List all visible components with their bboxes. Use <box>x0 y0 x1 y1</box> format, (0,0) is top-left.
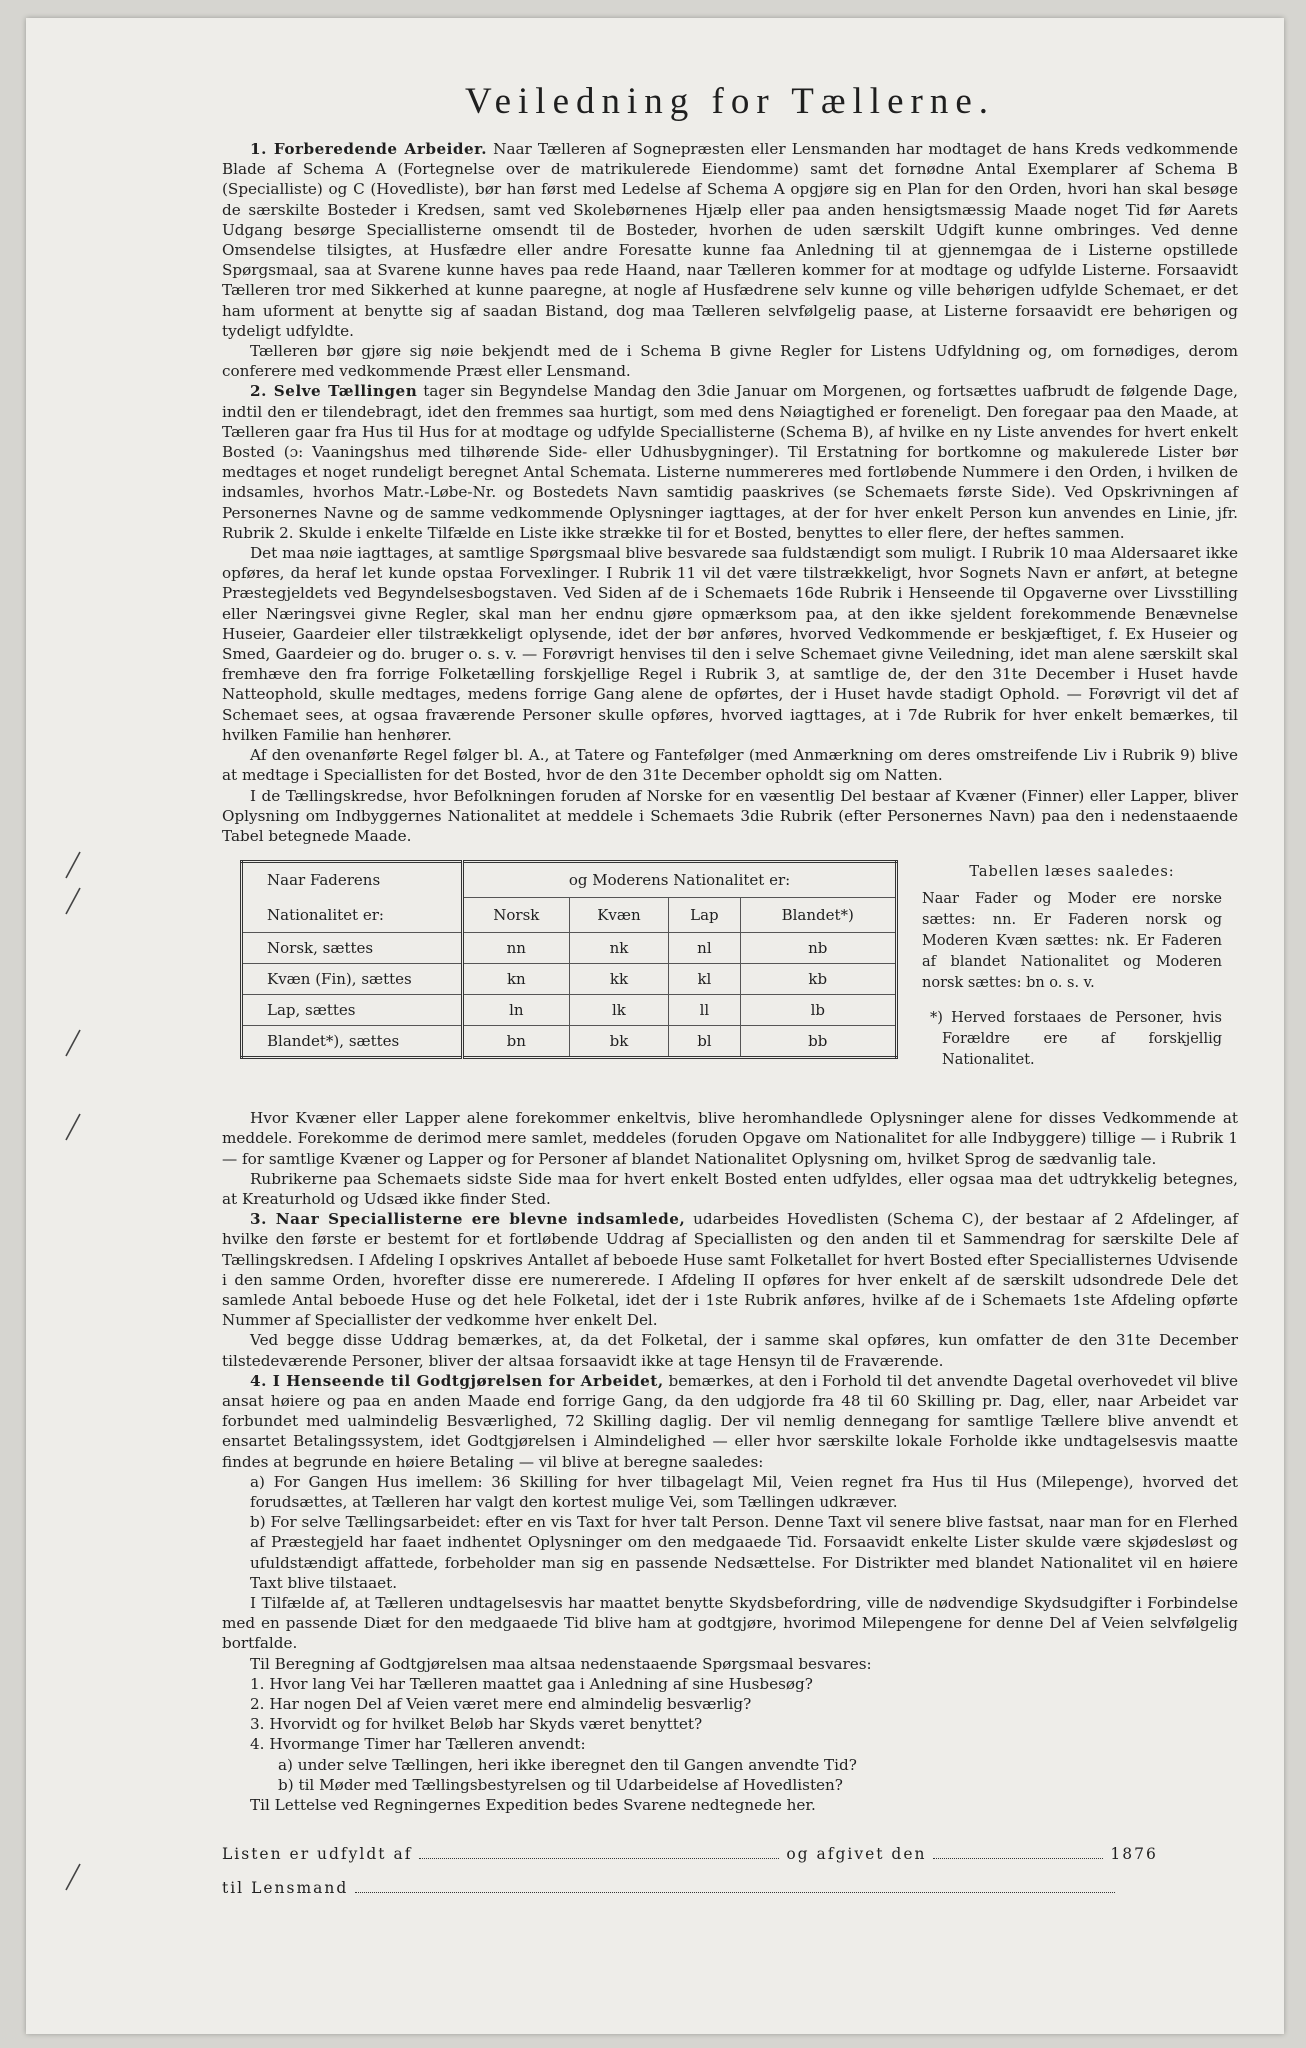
pencil-tick-mark <box>60 886 86 916</box>
filled-by-line <box>222 1837 1238 1871</box>
question-item: 3. Hvorvidt og for hvilket Beløb har Skyds været benyttet? <box>250 1715 703 1734</box>
section-3-para-2: Ved begge disse Uddrag bemærkes, at, da det Folketal, der i samme skal opføres, kun omfatter de den 31te December tilstedeværende Personer, bliver der altsaa forsaavidt ikke at tage Hensyn til de Fraværende. <box>222 1331 1238 1370</box>
section-4-heading: 4. I Henseende til Godtgjørelsen for Arbeidet, <box>250 1371 664 1390</box>
table-corner-line-1: Naar Faderens <box>242 862 463 898</box>
table-explanation-text: Naar Fader og Moder ere norske sættes: nn. Er Faderen norsk og Moderen Kvæn sættes: nk. Er Faderen af blandet Nationalitet og Moderen norsk sættes: bn o. s. v. <box>922 891 1222 992</box>
table-explanation <box>922 862 1222 1071</box>
filled-by-field[interactable] <box>419 1858 779 1859</box>
table-cell: bk <box>569 1026 669 1058</box>
table-col-header: Blandet*) <box>740 898 896 933</box>
section-1-para-1 <box>222 139 1238 341</box>
section-4-para-1 <box>222 1371 1238 1472</box>
pencil-tick-mark <box>60 1028 86 1058</box>
question-item: 4. Hvormange Timer har Tælleren anvendt: <box>250 1735 586 1754</box>
section-2-para-3: Af den ovenanførte Regel følger bl. A., at Tatere og Fantefølger (med Anmærkning om deres omstreifende Liv i Rubrik 9) blive at medtage i Speciallisten for det Bosted, hvor de den 31te December opholdt sig om Natten. <box>222 746 1238 785</box>
lensmand-field[interactable] <box>355 1892 1115 1893</box>
table-cell: nl <box>669 933 740 964</box>
table-row <box>242 1026 897 1058</box>
question-item: 1. Hvor lang Vei har Tælleren maattet gaa i Anledning af sine Husbesøg? <box>250 1674 813 1693</box>
section-2-para-4: I de Tællingskredse, hvor Befolkningen foruden af Norske for en væsentlig Del bestaar af Kvæner (Finner) eller Lapper, bliver Oplysning om Indbyggernes Nationalitet at meddele i Schemaets 3die Rubrik (efter Personernes Navn) paa den i nedenstaaende Tabel betegnede Maade. <box>222 786 1238 845</box>
table-cell: lk <box>569 995 669 1026</box>
table-cell: kl <box>669 964 740 995</box>
table-explanation-title: Tabellen læses saaledes: <box>969 864 1175 881</box>
section-3 <box>222 1209 1238 1371</box>
row-label: Lap, sættes <box>242 995 463 1026</box>
table-row <box>242 995 897 1026</box>
section-4-para-4: Til Lettelse ved Regningernes Expedition bedes Svarene nedtegnede her. <box>250 1796 816 1815</box>
after-table-para-2: Rubrikerne paa Schemaets sidste Side maa for hvert enkelt Bosted enten udfyldes, eller ogsaa maa det udtrykkelig betegnes, at Kreaturhold og Udsæd ikke finder Sted. <box>222 1169 1238 1208</box>
table-cell: bn <box>463 1026 570 1058</box>
table-cell: nn <box>463 933 570 964</box>
table-cell: bb <box>740 1026 896 1058</box>
section-4 <box>222 1371 1238 1815</box>
section-2 <box>222 381 1238 846</box>
table-row <box>242 933 897 964</box>
row-label: Norsk, sættes <box>242 933 463 964</box>
lensmand-line <box>222 1871 1238 1905</box>
section-4-item-b: b) For selve Tællingsarbeidet: efter en vis Taxt for hver talt Person. Denne Taxt vil senere blive fastsat, naar man for en Flerhed af Præstegjeld har faaet indhentet Oplysninger om den medgaaede Tid. Forsaavidt enkelte Lister skulde være skjødesløst og ufuldstændigt affattede, forbeholder man sig en passende Nedsættelse. For Distrikter med blandet Nationalitet vil en høiere Taxt blive tilstaaet. <box>250 1513 1238 1592</box>
question-item: 2. Har nogen Del af Veien været mere end almindelig besværlig? <box>250 1695 752 1713</box>
lensmand-label: til Lensmand <box>222 1879 349 1898</box>
signature-lines <box>222 1837 1238 1905</box>
table-cell: nk <box>569 933 669 964</box>
section-4-text: bemærkes, at den i Forhold til det anvendte Dagetal overhovedet vil blive ansat høiere og paa en anden Maade end forrige Gang, da den udgjorde fra 48 til 60 Skilling pr. Dag, eller, naar Arbeidet var forbundet med ualmindelig Besværlighed, 72 Skilling daglig. Der vil nemlig dennegang for samtlige Tællere blive anvendt et ensartet Betalingssystem, idet Godtgjørelsen i Almindelighed — eller hvor særskilte lokale Forholde ikke undtagelsesvis maatte findes at begrunde en høiere Betaling — vil blive at beregne saaledes: <box>222 1371 1238 1471</box>
section-2-para-2: Det maa nøie iagttages, at samtlige Spørgsmaal blive besvarede saa fuldstændigt som muligt. I Rubrik 10 maa Aldersaaret ikke opføres, da heraf let kunde opstaa Forvexlinger. I Rubrik 11 vil det være tilstrækkeligt, hvor Sognets Navn er anført, at betegne Præstegjeldets ved Begyndelsesbogstaven. Ved Siden af de i Schemaets 16de Rubrik i Henseende til Opgaverne over Livsstilling eller Næringsvei givne Regler, skal man her endnu gjøre opmærksom paa, at den ikke sjeldent forekommende Benævnelse Huseier, Gaardeier eller tilstrækkeligt oplysende, idet der bør anføres, hvorved Vedkommende er beskjæftiget, f. Ex Huseier og Smed, Gaardeier og do. bruger o. s. v. — Forøvrigt henvises til den i selve Schemaet givne Veiledning, idet man alene særskilt skal fremhæve den fra forrige Folketælling forskjellige Regel i Rubrik 3, at samtlige de, der den 31te December i Huset havde Natteophold, skulle medtages, medens forrige Gang alene de opførtes, der i Huset havde stadigt Ophold. — Forøvrigt vil det af Schemaet sees, at ogsaa fraværende Personer skulle opføres, hvorved iagttages, at i 7de Rubrik for hver enkelt bemærkes, til hvilken Familie han henhører. <box>222 544 1238 744</box>
table-group-header: og Moderens Nationalitet er: <box>463 862 897 898</box>
submitted-label: og afgivet den <box>786 1845 927 1864</box>
pencil-tick-mark <box>60 1112 86 1142</box>
question-subitem: b) til Møder med Tællingsbestyrelsen og til Udarbeidelse af Hovedlisten? <box>278 1775 843 1794</box>
table-col-header: Norsk <box>463 898 570 933</box>
section-4-para-3: Til Beregning af Godtgjørelsen maa altsaa nedenstaaende Spørgsmaal besvares: <box>250 1654 872 1673</box>
section-2-para-1 <box>222 381 1238 543</box>
table-col-header: Kvæn <box>569 898 669 933</box>
filled-by-label: Listen er udfyldt af <box>222 1845 413 1864</box>
document-page <box>26 18 1284 2034</box>
row-label: Blandet*), sættes <box>242 1026 463 1058</box>
section-3-para-1 <box>222 1209 1238 1330</box>
table-cell: kn <box>463 964 570 995</box>
section-2-text: tager sin Begyndelse Mandag den 3die Januar om Morgenen, og fortsættes uafbrudt de følgende Dage, indtil den er tilendebragt, idet den fremmes saa hurtigt, som med dens Nøiagtighed er foreneligt. Den foregaar paa den Maade, at Tælleren gaar fra Hus til Hus for at modtage og udfylde Speciallisterne (Schema B), af hvilke en ny Liste anvendes for hvert enkelt Bosted (ɔ: Vaaningshus med tilhørende Side- eller Udhusbygninger). Til Erstatning for bortkomne og makulerede Lister bør medtages et noget rundeligt beregnet Antal Schemata. Listerne nummereres med fortløbende Nummere i den Orden, i hvilken de indsamles, hvorhos Matr.-Løbe-Nr. og Bostedets Navn samtidig paaskrives (se Schemaets første Side). Ved Opskrivningen af Personernes Navne og de samme vedkommende Oplysninger iagttages, at der for hver enkelt Person kun anvendes en Linie, jfr. Rubrik 2. Skulde i enkelte Tilfælde en Liste ikke strække til for et Bosted, benyttes to eller flere, der heftes sammen. <box>222 382 1238 542</box>
section-3-heading: 3. Naar Speciallisterne ere blevne indsamlede, <box>250 1210 686 1229</box>
table-cell: lb <box>740 995 896 1026</box>
document-content <box>222 80 1238 1905</box>
section-2-continued <box>222 1108 1238 1209</box>
table-cell: nb <box>740 933 896 964</box>
table-footnote: *) Herved forstaaes de Personer, hvis Forældre ere af forskjellig Nationalitet. <box>930 1010 1222 1069</box>
table-row <box>242 964 897 995</box>
table-col-header: Lap <box>669 898 740 933</box>
section-2-heading: 2. Selve Tællingen <box>250 382 418 401</box>
section-1-heading: 1. Forberedende Arbeider. <box>250 140 488 158</box>
section-4-para-2: I Tilfælde af, at Tælleren undtagelsesvis har maattet benytte Skydsbefordring, ville de nødvendige Skydsudgifter i Forbindelse med en passende Diæt for den medgaaede Tid blive ham at godtgjøre, hvorimod Milepengene for denne Del af Veien selvfølgelig bortfalde. <box>222 1593 1238 1653</box>
section-1-text: Naar Tælleren af Sognepræsten eller Lensmanden har modtaget de hans Kreds vedkommende Blade af Schema A (Fortegnelse over de matrikulerede Eiendomme) samt det fornødne Antal Exemplarer af Schema B (Specialliste) og C (Hovedliste), bør han først med Ledelse af Schema A opgjøre sig en Plan for den Orden, hvori han skal besøge de særskilte Bosteder i Kredsen, samt ved Skolebørnenes Hjælp eller paa anden hensigtsmæssig Maade noget Tid før Aarets Udgang besørge Speciallisterne omsendt til de Bosteder, hvorhen de uden særskilt Udgift kunne ombringes. Ved denne Omsendelse tilsigtes, at Husfædre eller andre Foresatte kunne faa Anledning til at gjennemgaa de i Listerne opstillede Spørgsmaal, saa at Svarene kunne haves paa rede Haand, naar Tælleren kommer for at modtage og udfylde Listerne. Forsaavidt Tælleren tror med Sikkerhed at kunne paaregne, at nogle af Husfædrene selv kunne og ville behørigen udfylde Schemaet, er det ham uforment at benytte sig af saadan Bistand, dog maa Tælleren selvfølgelig paase, at Listerne forsaavidt ere behørigen og tydeligt udfyldte. <box>222 140 1239 340</box>
nationality-table-block <box>222 860 1238 1096</box>
table-cell: kk <box>569 964 669 995</box>
question-list <box>250 1674 1238 1795</box>
page-title: Veiledning for Tællerne. <box>464 81 996 122</box>
row-label: Kvæn (Fin), sættes <box>242 964 463 995</box>
pencil-tick-mark <box>60 850 86 880</box>
table-cell: ll <box>669 995 740 1026</box>
section-4-item-a: a) For Gangen Hus imellem: 36 Skilling for hver tilbagelagt Mil, Veien regnet fra Hus til Hus (Milepenge), hvorved det forudsættes, at Tælleren har valgt den kortest mulige Vei, som Tællingen udkræver. <box>250 1472 1238 1511</box>
after-table-para-1: Hvor Kvæner eller Lapper alene forekommer enkeltvis, blive heromhandlede Oplysninger alene for disses Vedkommende at meddele. Forekomme de derimod mere samlet, meddeles (foruden Opgave om Nationalitet for alle Indbyggere) tillige — i Rubrik 1 — for samtlige Kvæner og Lapper og for Personer af blandet Nationalitet Oplysning om, hvilket Sprog de sædvanlig tale. <box>222 1109 1238 1168</box>
table-cell: kb <box>740 964 896 995</box>
pencil-tick-mark <box>60 1862 86 1892</box>
table-cell: ln <box>463 995 570 1026</box>
section-1-para-2: Tælleren bør gjøre sig nøie bekjendt med de i Schema B givne Regler for Listens Udfyldning og, om fornødiges, derom conferere med vedkommende Præst eller Lensmand. <box>222 342 1238 381</box>
nationality-table <box>240 860 898 1059</box>
date-field[interactable] <box>933 1858 1103 1859</box>
table-cell: bl <box>669 1026 740 1058</box>
section-3-text: udarbeides Hovedlisten (Schema C), der bestaar af 2 Afdelinger, af hvilke den første er bestemt for et fortløbende Uddrag af Speciallisten og den anden til et Sammendrag for særskilte Dele af Tællingskredsen. I Afdeling I opskrives Antallet af beboede Huse samt Folketallet for hvert Bosted efter Speciallisternes Udvisende i den samme Orden, hvorefter disse ere numererede. I Afdeling II opføres for hver enkelt af de særskilt udsondrede Dele det samlede Antal beboede Huse og det hele Folketal, idet der i 1ste Rubrik anføres, hvilke af de i Schemaets 1ste Afdeling opførte Nummer af Speciallister der vedkomme hver enkelt Del. <box>222 1210 1238 1330</box>
section-1 <box>222 139 1238 381</box>
question-subitem: a) under selve Tællingen, heri ikke iberegnet den til Gangen anvendte Tid? <box>278 1755 857 1774</box>
year-label: 1876 <box>1110 1845 1158 1864</box>
table-corner-line-2: Nationalitet er: <box>242 898 463 933</box>
